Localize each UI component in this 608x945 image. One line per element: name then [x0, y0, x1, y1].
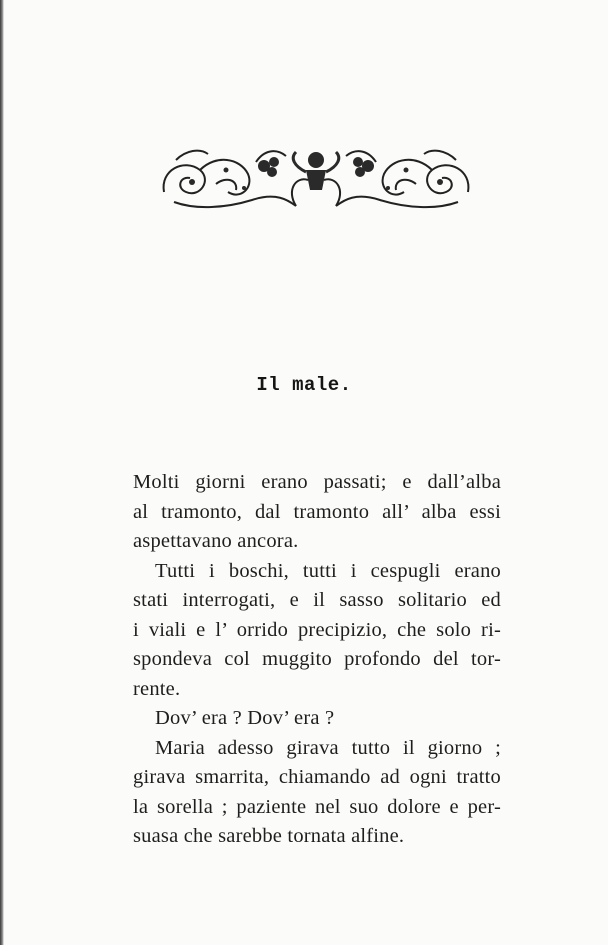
text-line: la sorella ; paziente nel suo dolore e per- [133, 795, 501, 818]
text-line: i viali e l’ orrido precipizio, che solo ri- [133, 618, 501, 641]
text-line: spondeva col muggito profondo del tor- [133, 648, 501, 670]
decorative-headpiece [156, 140, 476, 214]
text-line: rente. [133, 677, 181, 700]
text-line: Molti giorni erano passati; e dall’alba [133, 471, 501, 493]
text-line: Maria adesso girava tutto il giorno ; [155, 736, 501, 759]
text-line: girava smarrita, chiamando ad ogni tratto [133, 766, 501, 788]
text-line: aspettavano ancora. [133, 530, 299, 552]
chapter-title: Il male. [256, 374, 352, 396]
text-line: Tutti i boschi, tutti i cespugli erano [155, 559, 501, 582]
body-text [133, 468, 501, 852]
page-edge [0, 0, 4, 945]
text-line: al tramonto, dal tramonto all’ alba essi [133, 500, 501, 523]
text-line: suasa che sarebbe tornata alfine. [133, 825, 405, 847]
text-line: Dov’ era ? Dov’ era ? [155, 707, 335, 729]
text-line: stati interrogati, e il sasso solitario ed [133, 589, 501, 611]
